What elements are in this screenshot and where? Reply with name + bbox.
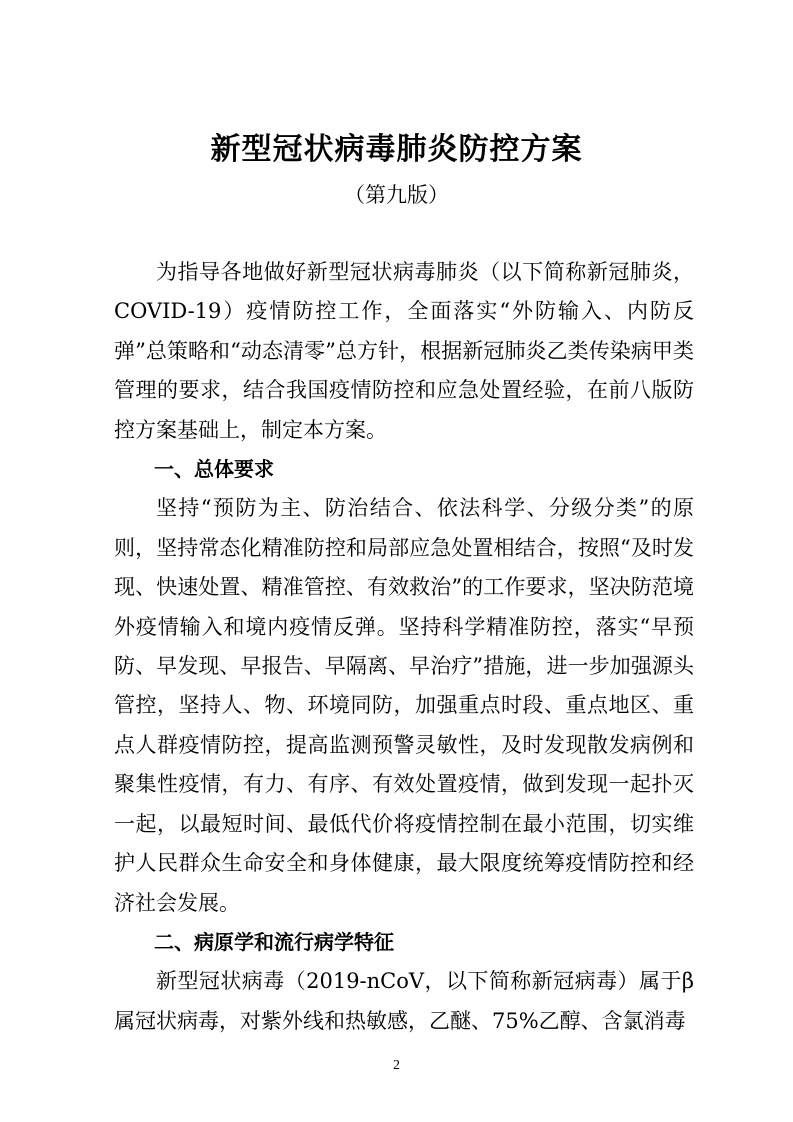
document-body [114, 253, 694, 1041]
section-paragraph-general-requirements: 坚持“预防为主、防治结合、依法科学、分级分类”的原则，坚持常态化精准防控和局部应急处置相结合，按照“及时发现、快速处置、精准管控、有效救治”的工作要求，坚决防范境外疫情输入和境内疫情反弹。坚持科学精准防控，落实“早预防、早发现、早报告、早隔离、早治疗”措施，进一步加强源头管控，坚持人、物、环境同防，加强重点时段、重点地区、重点人群疫情防控，提高监测预警灵敏性，及时发现散发病例和聚集性疫情，有力、有序、有效处置疫情，做到发现一起扑灭一起，以最短时间、最低代价将疫情控制在最小范围，切实维护人民群众生命安全和身体健康，最大限度统筹疫情防控和经济社会发展。 [114, 496, 694, 915]
section-heading-etiology: 二、病原学和流行病学特征 [154, 929, 394, 954]
document-subtitle: （第九版） [344, 183, 449, 207]
section-heading-general-requirements: 一、总体要求 [154, 457, 274, 482]
section-paragraph-etiology: 新型冠状病毒（2019-nCoV，以下简称新冠病毒）属于β属冠状病毒，对紫外线和热敏感，乙醚、75%乙醇、含氯消毒 [114, 969, 694, 1033]
page-number: 2 [393, 1058, 400, 1073]
document-title: 新型冠状病毒肺炎防控方案 [210, 132, 583, 167]
intro-paragraph: 为指导各地做好新型冠状病毒肺炎（以下简称新冠肺炎，COVID-19）疫情防控工作，全面落实“外防输入、内防反弹”总策略和“动态清零”总方针，根据新冠肺炎乙类传染病甲类管理的要求，结合我国疫情防控和应急处置经验，在前八版防控方案基础上，制定本方案。 [114, 260, 694, 442]
